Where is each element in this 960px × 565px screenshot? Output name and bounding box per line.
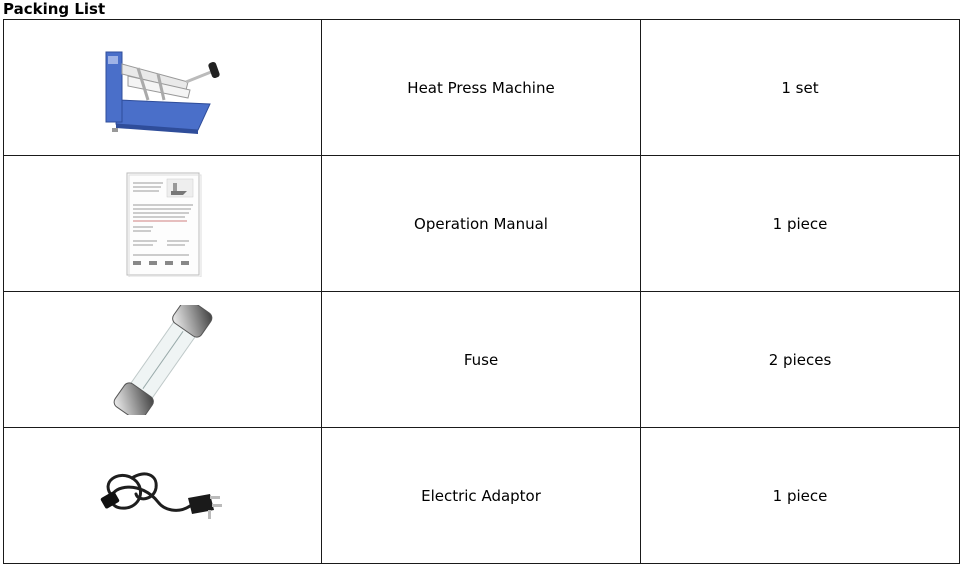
- power-cord-icon: [98, 466, 228, 526]
- item-quantity: 2 pieces: [641, 292, 960, 428]
- packing-list-table: [3, 19, 960, 564]
- table-row: [4, 428, 960, 564]
- item-image-cell: [4, 428, 322, 564]
- table-row: [4, 20, 960, 156]
- item-image-cell: [4, 20, 322, 156]
- item-quantity: 1 piece: [641, 156, 960, 292]
- table-row: [4, 292, 960, 428]
- item-name: Electric Adaptor: [322, 428, 641, 564]
- glass-fuse-icon: [98, 305, 228, 415]
- heat-press-machine-icon: [98, 38, 228, 138]
- item-name: Fuse: [322, 292, 641, 428]
- item-image-cell: [4, 156, 322, 292]
- table-row: [4, 156, 960, 292]
- page-title: Packing List: [3, 0, 106, 18]
- manual-document-icon: [123, 171, 203, 277]
- item-quantity: 1 set: [641, 20, 960, 156]
- item-image-cell: [4, 292, 322, 428]
- item-name: Heat Press Machine: [322, 20, 641, 156]
- item-quantity: 1 piece: [641, 428, 960, 564]
- item-name: Operation Manual: [322, 156, 641, 292]
